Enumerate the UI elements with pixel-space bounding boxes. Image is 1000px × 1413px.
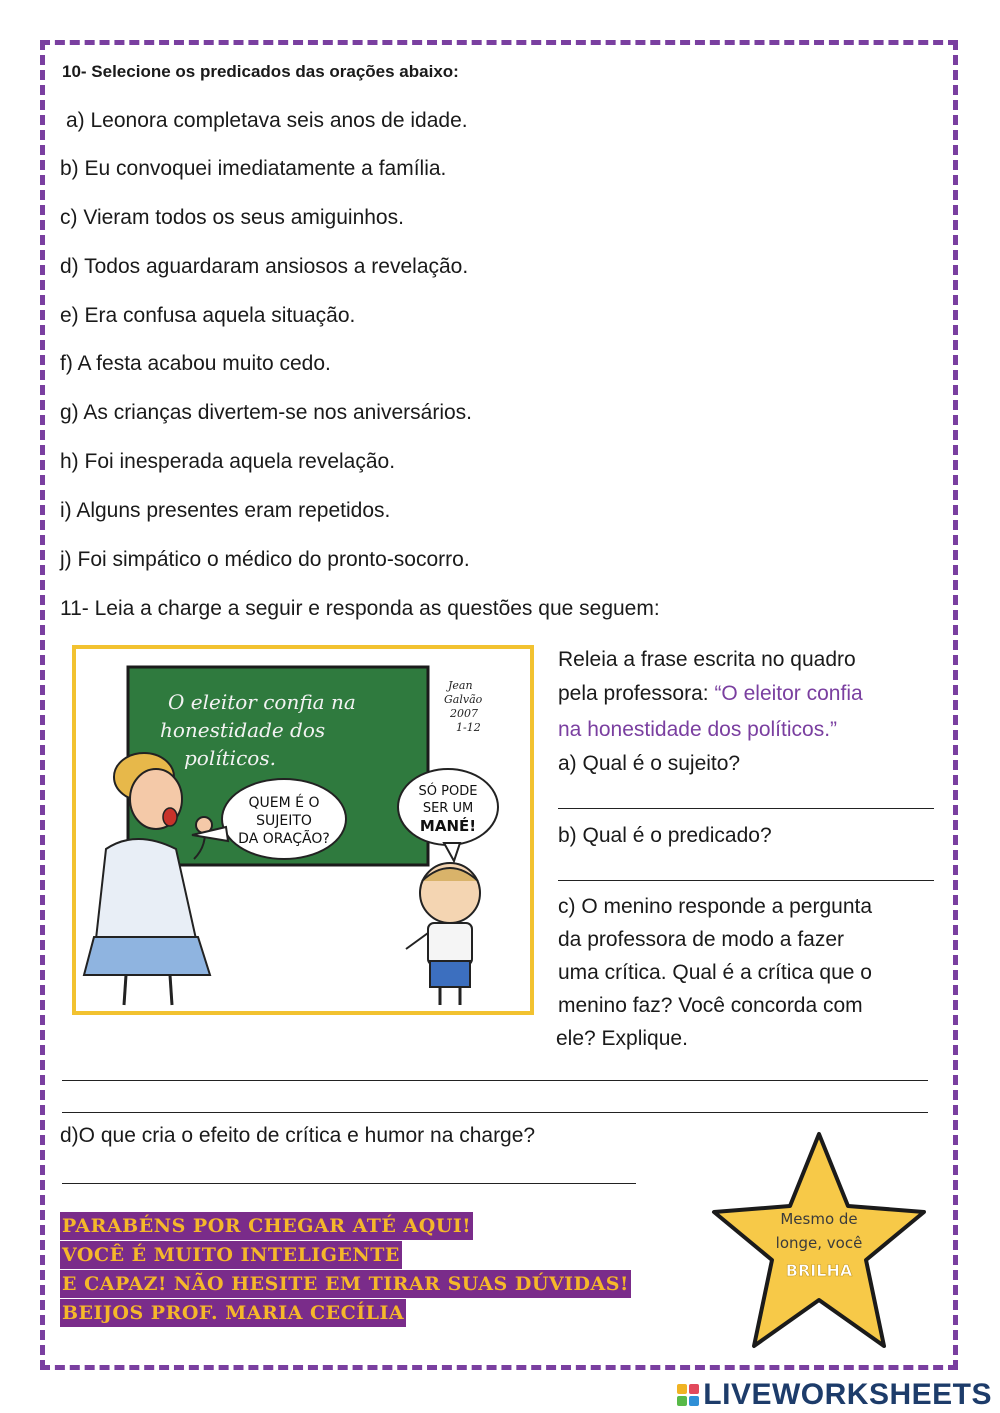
- board-quote-part2: na honestidade dos políticos.”: [558, 718, 838, 741]
- sentence-h[interactable]: h) Foi inesperada aquela revelação.: [60, 450, 396, 473]
- question-c-line3: uma crítica. Qual é a crítica que o: [558, 961, 872, 984]
- teacher-bubble-1: QUEM É O: [248, 795, 320, 811]
- congrats-line-4: BEIJOS PROF. MARIA CECÍLIA: [60, 1299, 406, 1327]
- question-c-line2: da professora de modo a fazer: [558, 928, 845, 951]
- question-c-line5: ele? Explique.: [556, 1027, 688, 1050]
- sentence-e[interactable]: e) Era confusa aquela situação.: [60, 304, 356, 327]
- star-text-3: BRILHA: [785, 1261, 853, 1280]
- liveworksheets-logo-icon: [677, 1384, 699, 1406]
- question-d: d)O que cria o efeito de crítica e humor na charge?: [60, 1124, 536, 1147]
- cartoon-image: [72, 645, 534, 1015]
- teacher-bubble-2: SUJEITO: [256, 813, 312, 829]
- question-a: a) Qual é o sujeito?: [558, 752, 741, 775]
- star-icon: [708, 1128, 930, 1358]
- svg-text:Galvão: Galvão: [444, 693, 483, 706]
- sentence-j[interactable]: j) Foi simpático o médico do pronto-socorro.: [60, 548, 470, 571]
- svg-text:1-12: 1-12: [456, 721, 481, 734]
- cartoonist-signature: [444, 679, 483, 734]
- answer-line-b[interactable]: [558, 880, 934, 881]
- svg-text:2007: 2007: [450, 707, 478, 720]
- board-text-3: políticos.: [184, 746, 276, 770]
- sentence-g[interactable]: g) As crianças divertem-se nos aniversários.: [60, 401, 472, 424]
- question-10-title: 10- Selecione os predicados das orações abaixo:: [62, 62, 459, 81]
- congrats-line-3: E CAPAZ! NÃO HESITE EM TIRAR SUAS DÚVIDAS!: [60, 1270, 631, 1298]
- sentence-i[interactable]: i) Alguns presentes eram repetidos.: [60, 499, 391, 522]
- sentence-b[interactable]: b) Eu convoquei imediatamente a família.: [60, 157, 447, 180]
- side-instruction-2: [558, 677, 863, 710]
- svg-text:Jean: Jean: [448, 679, 473, 692]
- side-instruction-1: Releia a frase escrita no quadro: [558, 648, 856, 671]
- boy-bubble-1: SÓ PODE: [418, 784, 478, 799]
- teacher-bubble-3: DA ORAÇÃO?: [238, 831, 330, 847]
- brand-name: LIVEWORKSHEETS: [703, 1378, 992, 1411]
- question-b: b) Qual é o predicado?: [558, 824, 772, 847]
- question-c-line4: menino faz? Você concorda com: [558, 994, 863, 1017]
- answer-line-c-2[interactable]: [62, 1112, 928, 1113]
- answer-line-a[interactable]: [558, 808, 934, 809]
- boy-figure: [406, 863, 480, 1005]
- board-text-1: O eleitor confia na: [168, 690, 356, 714]
- liveworksheets-logo[interactable]: [677, 1378, 992, 1412]
- answer-line-d[interactable]: [62, 1183, 636, 1184]
- board-text-2: honestidade dos: [160, 718, 326, 742]
- boy-bubble-3: MANÉ!: [419, 817, 477, 835]
- answer-line-c-1[interactable]: [62, 1080, 928, 1081]
- side-instruction-label: pela professora:: [558, 682, 709, 705]
- star-text-1: Mesmo de: [780, 1210, 858, 1228]
- sentence-d[interactable]: d) Todos aguardaram ansiosos a revelação.: [60, 255, 469, 278]
- boy-bubble-2: SER UM: [422, 801, 474, 816]
- congrats-line-2: VOCÊ É MUITO INTELIGENTE: [60, 1241, 402, 1269]
- sentence-f[interactable]: f) A festa acabou muito cedo.: [60, 352, 331, 375]
- question-c-line1: c) O menino responde a pergunta: [558, 895, 873, 918]
- question-11-title: 11- Leia a charge a seguir e responda as questões que seguem:: [60, 597, 660, 620]
- congrats-line-1: PARABÉNS POR CHEGAR ATÉ AQUI!: [60, 1212, 473, 1240]
- sentence-c[interactable]: c) Vieram todos os seus amiguinhos.: [60, 206, 404, 229]
- congratulations-message: [60, 1212, 631, 1328]
- star-text-2: longe, você: [775, 1234, 863, 1252]
- sentence-a[interactable]: a) Leonora completava seis anos de idade.: [66, 109, 468, 132]
- board-quote-part1: “O eleitor confia: [714, 682, 863, 705]
